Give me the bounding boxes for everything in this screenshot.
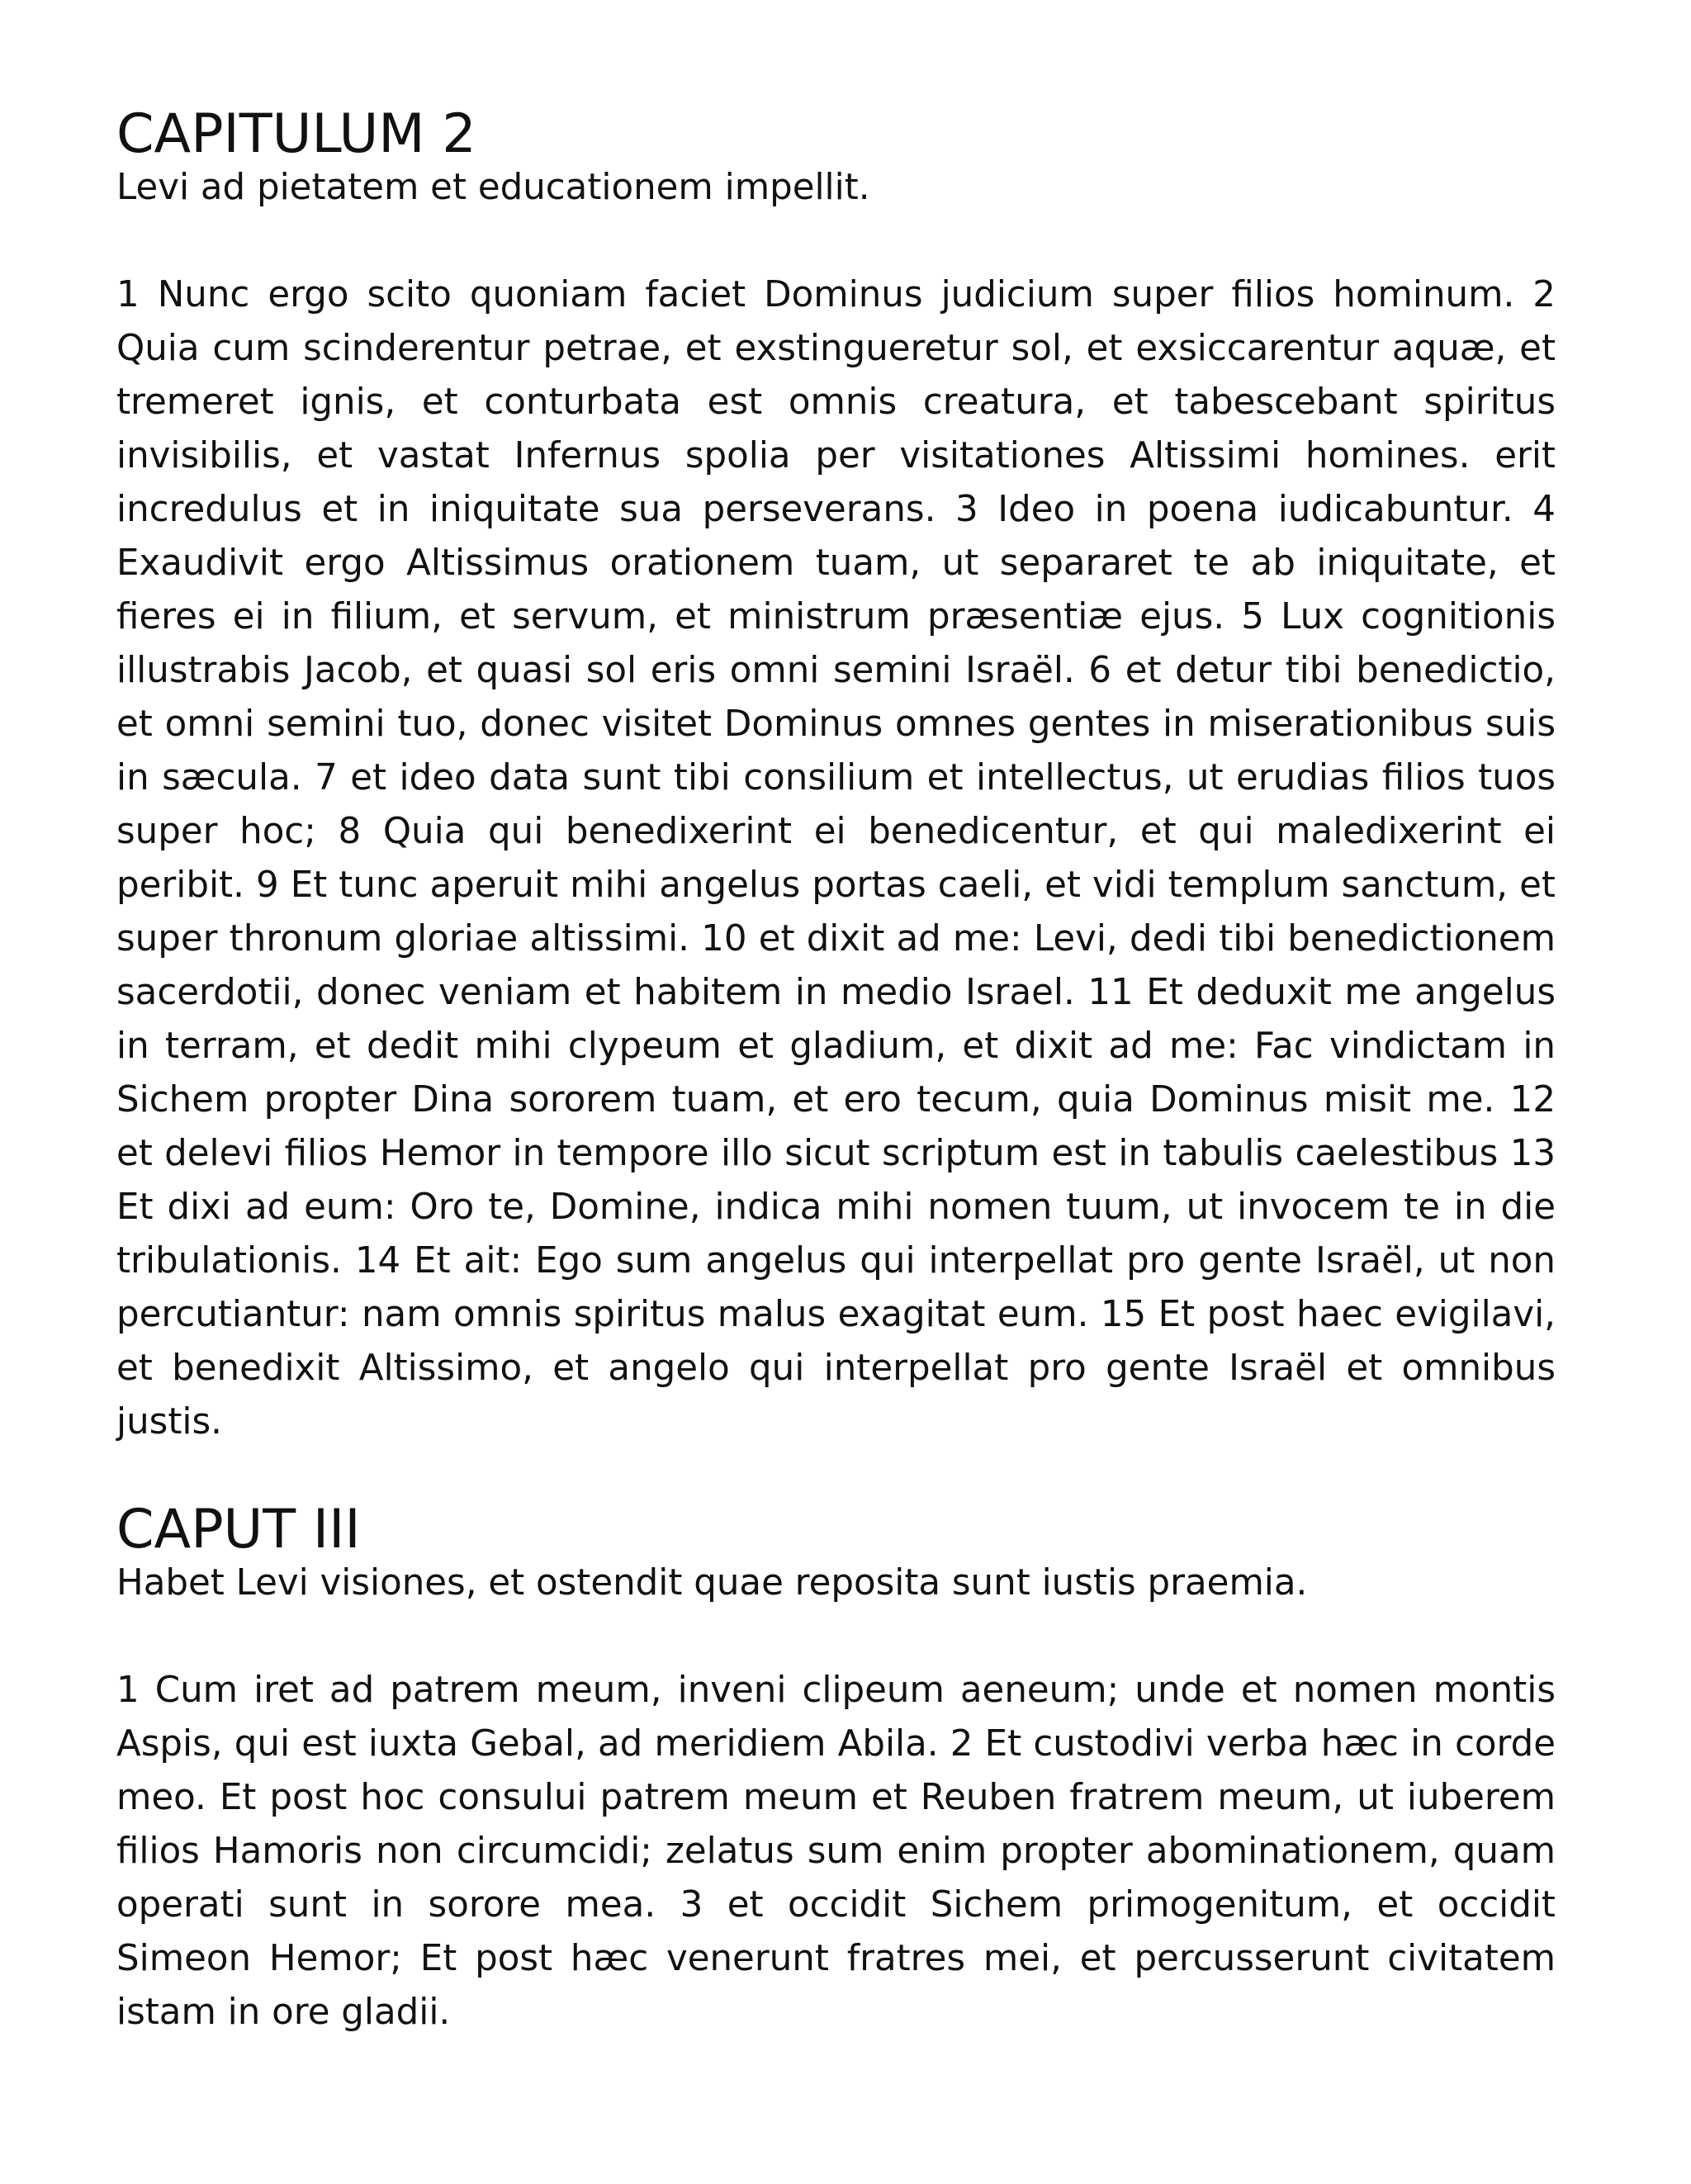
- chapter-3-text: 1 Cum iret ad patrem meum, inveni clipeum aeneum; unde et nomen montis Aspis, qui est iuxta Gebal, ad meridiem Abila. 2 Et custodivi verba hæc in corde meo. Et post hoc consului patrem meum et Reuben fratrem meum, ut iuberem filios Hamoris non circumcidi; zelatus sum enim propter abominationem, quam operati sunt in sorore mea. 3 et occidit Sichem primogenitum, et occidit Simeon Hemor; Et post hæc venerunt fratres mei, et percusserunt civitatem istam in ore gladii.: [116, 1670, 1556, 2033]
- chapter-2-subtitle: Levi ad pietatem et educationem impellit.: [116, 167, 870, 208]
- chapter-2-heading: CAPITULUM 2: [116, 102, 476, 165]
- chapter-3-heading: CAPUT III: [116, 1498, 361, 1561]
- chapter-2-section: [116, 102, 1556, 1449]
- chapter-2-text: 1 Nunc ergo scito quoniam faciet Dominus judicium super filios hominum. 2 Quia cum scinderentur petrae, et exstingueretur sol, et exsiccarentur aquæ, et tremeret ignis, et conturbata est omnis creatura, et tabescebant spiritus invisibilis, et vastat Infernus spolia per visitationes Altissimi homines. erit incredulus et in iniquitate sua perseverans. 3 Ideo in poena iudicabuntur. 4 Exaudivit ergo Altissimus orationem tuam, ut separaret te ab iniquitate, et fieres ei in filium, et servum, et ministrum præsentiæ ejus. 5 Lux cognitionis illustrabis Jacob, et quasi sol eris omni semini Israël. 6 et detur tibi benedictio, et omni semini tuo, donec visitet Dominus omnes gentes in miserationibus suis in sæcula. 7 et ideo data sunt tibi consilium et intellectus, ut erudias filios tuos super hoc; 8 Quia qui benedixerint ei benedicentur, et qui maledixerint ei peribit. 9 Et tunc aperuit mihi angelus portas caeli, et vidi templum sanctum, et super thronum gloriae altissimi. 10 et dixit ad me: Levi, dedi tibi benedictionem sacerdotii, donec veniam et habitem in medio Israel. 11 Et deduxit me angelus in terram, et dedit mihi clypeum et gladium, et dixit ad me: Fac vindictam in Sichem propter Dina sororem tuam, et ero tecum, quia Dominus misit me. 12 et delevi filios Hemor in tempore illo sicut scriptum est in tabulis caelestibus 13 Et dixi ad eum: Oro te, Domine, indica mihi nomen tuum, ut invocem te in die tribulationis. 14 Et ait: Ego sum angelus qui interpellat pro gente Israël, ut non percutiantur: nam omnis spiritus malus exagitat eum. 15 Et post haec evigilavi, et benedixit Altissimo, et angelo qui interpellat pro gente Israël et omnibus justis.: [116, 274, 1556, 1443]
- chapter-3-subtitle: Habet Levi visiones, et ostendit quae reposita sunt iustis praemia.: [116, 1562, 1308, 1604]
- chapter-3-section: [116, 1498, 1556, 2040]
- blank-line: [116, 215, 1556, 268]
- blank-line: [116, 1610, 1556, 1664]
- blank-line: [116, 1449, 1556, 1503]
- document-page: [116, 102, 1556, 2040]
